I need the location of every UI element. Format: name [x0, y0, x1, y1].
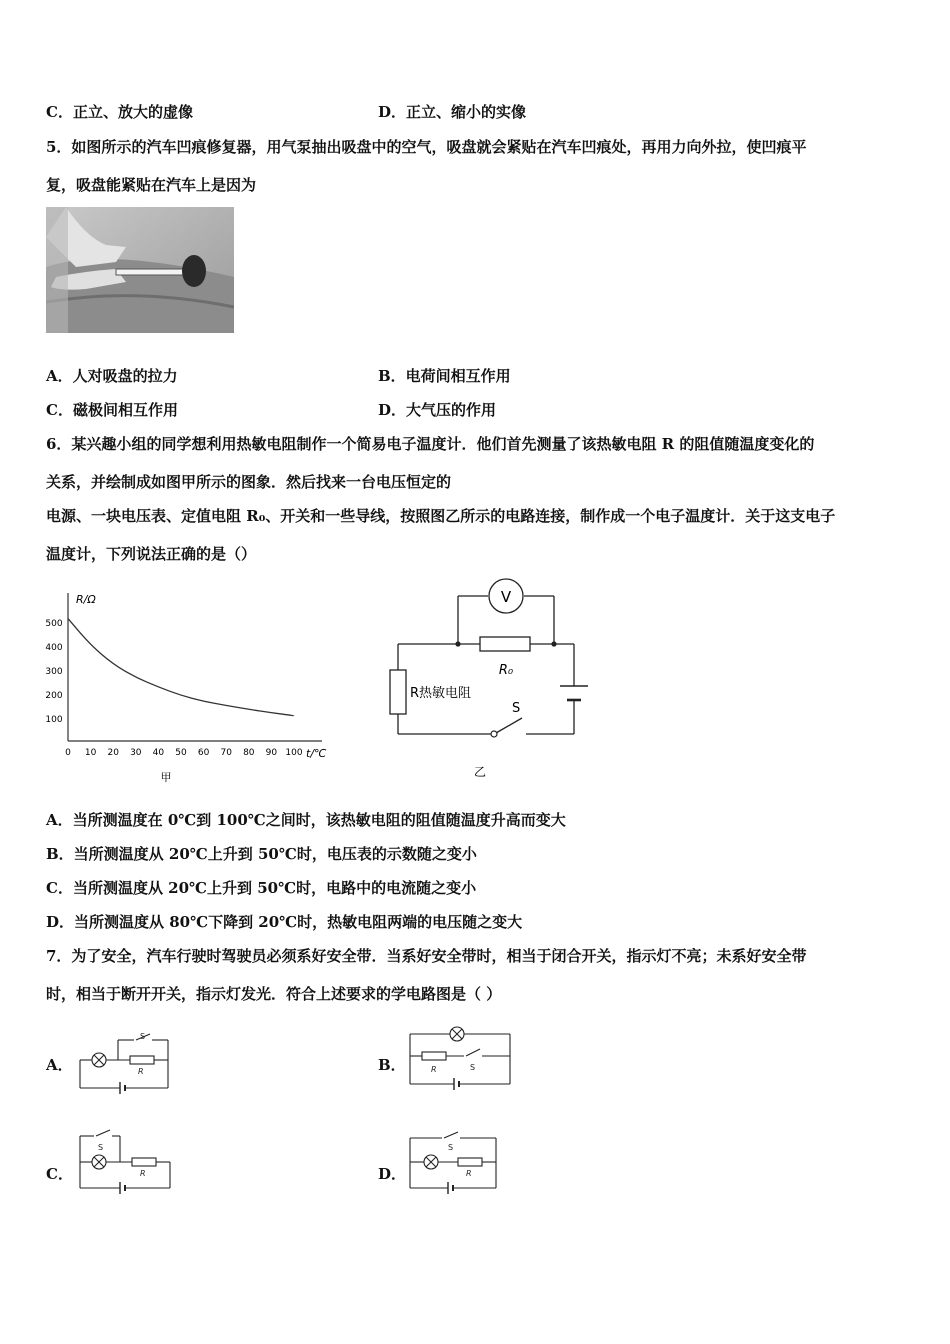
switch-blade	[96, 1130, 110, 1136]
junction	[551, 641, 556, 646]
q5-stem-line1: 5．如图所示的汽车凹痕修复器，用气泵抽出吸盘中的空气，吸盘就会紧贴在汽车凹痕处，再用力向外拉，使凹痕平	[46, 138, 807, 156]
thermistor-resistor	[390, 670, 406, 714]
q7-option-a: A．	[46, 1056, 73, 1074]
r0-label: R₀	[498, 663, 514, 678]
x-tick-label: 40	[152, 748, 165, 758]
switch-contact	[491, 731, 497, 737]
q6-stem-line3: 电源、一块电压表、定值电阻 R₀、开关和一些导线，按照图乙所示的电路连接，制作成一个电子温度计．关于这支电子	[46, 507, 836, 525]
q4-option-c: C．正立、放大的虚像	[46, 103, 193, 121]
r0-resistor	[480, 637, 530, 651]
resistance-curve	[68, 619, 294, 716]
switch-blade	[466, 1049, 480, 1056]
q7-circuit-c	[76, 1128, 176, 1194]
resistor-label: R	[431, 1065, 437, 1074]
q7-circuit-a	[76, 1030, 176, 1096]
x-tick-label: 70	[220, 748, 232, 758]
q7-option-c: C．	[46, 1165, 73, 1183]
switch-label: S	[448, 1143, 454, 1152]
x-tick-label: 50	[175, 748, 187, 758]
q7-stem-line2: 时，相当于断开开关，指示灯发光．符合上述要求的学电路图是（ ）	[46, 985, 502, 1003]
q4-option-d: D．正立、缩小的实像	[378, 103, 527, 121]
switch-blade	[496, 718, 522, 733]
switch-label: S	[470, 1063, 476, 1072]
circuit-caption: 乙	[473, 765, 487, 779]
q5-stem-line2: 复，吸盘能紧贴在汽车上是因为	[46, 176, 257, 194]
y-tick-label: 500	[45, 619, 63, 629]
q5-option-c: C．磁极间相互作用	[46, 401, 178, 419]
q6-stem-line4: 温度计，下列说法正确的是（）	[46, 545, 257, 563]
switch-label: S	[140, 1032, 146, 1041]
q7-circuit-d	[406, 1130, 506, 1196]
q7-stem-line1: 7．为了安全，汽车行驶时驾驶员必须系好安全带．当系好安全带时，相当于闭合开关，指示灯不亮；未系好安全带	[46, 947, 807, 965]
q6-option-a: A．当所测温度在 0℃到 100℃之间时，该热敏电阻的阻值随温度升高而变大	[46, 811, 566, 829]
q7-circuit-b	[406, 1020, 516, 1090]
junction	[455, 641, 460, 646]
resistor-symbol	[422, 1052, 446, 1060]
resistance-temperature-graph	[44, 585, 344, 785]
switch-label: S	[98, 1143, 104, 1152]
y-tick-label: 400	[45, 643, 63, 653]
q6-stem-line2: 关系，并绘制成如图甲所示的图象．然后找来一台电压恒定的	[46, 473, 452, 491]
x-tick-label: 20	[107, 748, 119, 758]
y-axis-label: R/Ω	[76, 593, 96, 606]
x-tick-label: 60	[197, 748, 210, 758]
resistor-symbol	[130, 1056, 154, 1064]
x-tick-label: 90	[265, 748, 278, 758]
x-tick-label: 100	[285, 748, 303, 758]
resistor-symbol	[132, 1158, 156, 1166]
y-tick-label: 200	[45, 691, 63, 701]
switch-blade	[444, 1132, 458, 1138]
thermometer-circuit	[380, 574, 600, 784]
y-tick-label: 300	[45, 667, 63, 677]
graph-caption: 甲	[160, 771, 172, 784]
x-tick-label: 10	[84, 748, 97, 758]
resistor-label: R	[466, 1169, 472, 1178]
q6-stem-line1: 6．某兴趣小组的同学想利用热敏电阻制作一个简易电子温度计．他们首先测量了该热敏电阻 R 的阻值随温度变化的	[46, 435, 815, 453]
q5-option-a: A．人对吸盘的拉力	[46, 367, 178, 385]
y-tick-label: 100	[45, 715, 63, 725]
x-tick-label: 0	[65, 748, 71, 758]
q5-option-b: B．电荷间相互作用	[378, 367, 511, 385]
x-axis-label: t/℃	[306, 747, 327, 760]
switch-label: S	[512, 701, 521, 716]
thermistor-label: R热敏电阻	[410, 686, 472, 701]
q5-option-d: D．大气压的作用	[378, 401, 497, 419]
resistor-label: R	[138, 1067, 144, 1076]
q7-option-d: D．	[378, 1165, 407, 1183]
x-tick-label: 80	[243, 748, 255, 758]
voltmeter-label: V	[500, 588, 512, 606]
resistor-symbol	[458, 1158, 482, 1166]
resistor-label: R	[140, 1169, 146, 1178]
q7-option-b: B．	[378, 1056, 406, 1074]
q6-option-c: C．当所测温度从 20℃上升到 50℃时，电路中的电流随之变小	[46, 879, 477, 897]
dent-repair-photo	[46, 207, 234, 333]
q6-option-d: D．当所测温度从 80℃下降到 20℃时，热敏电阻两端的电压随之变大	[46, 913, 523, 931]
q6-option-b: B．当所测温度从 20℃上升到 50℃时，电压表的示数随之变小	[46, 845, 477, 863]
x-tick-label: 30	[130, 748, 142, 758]
